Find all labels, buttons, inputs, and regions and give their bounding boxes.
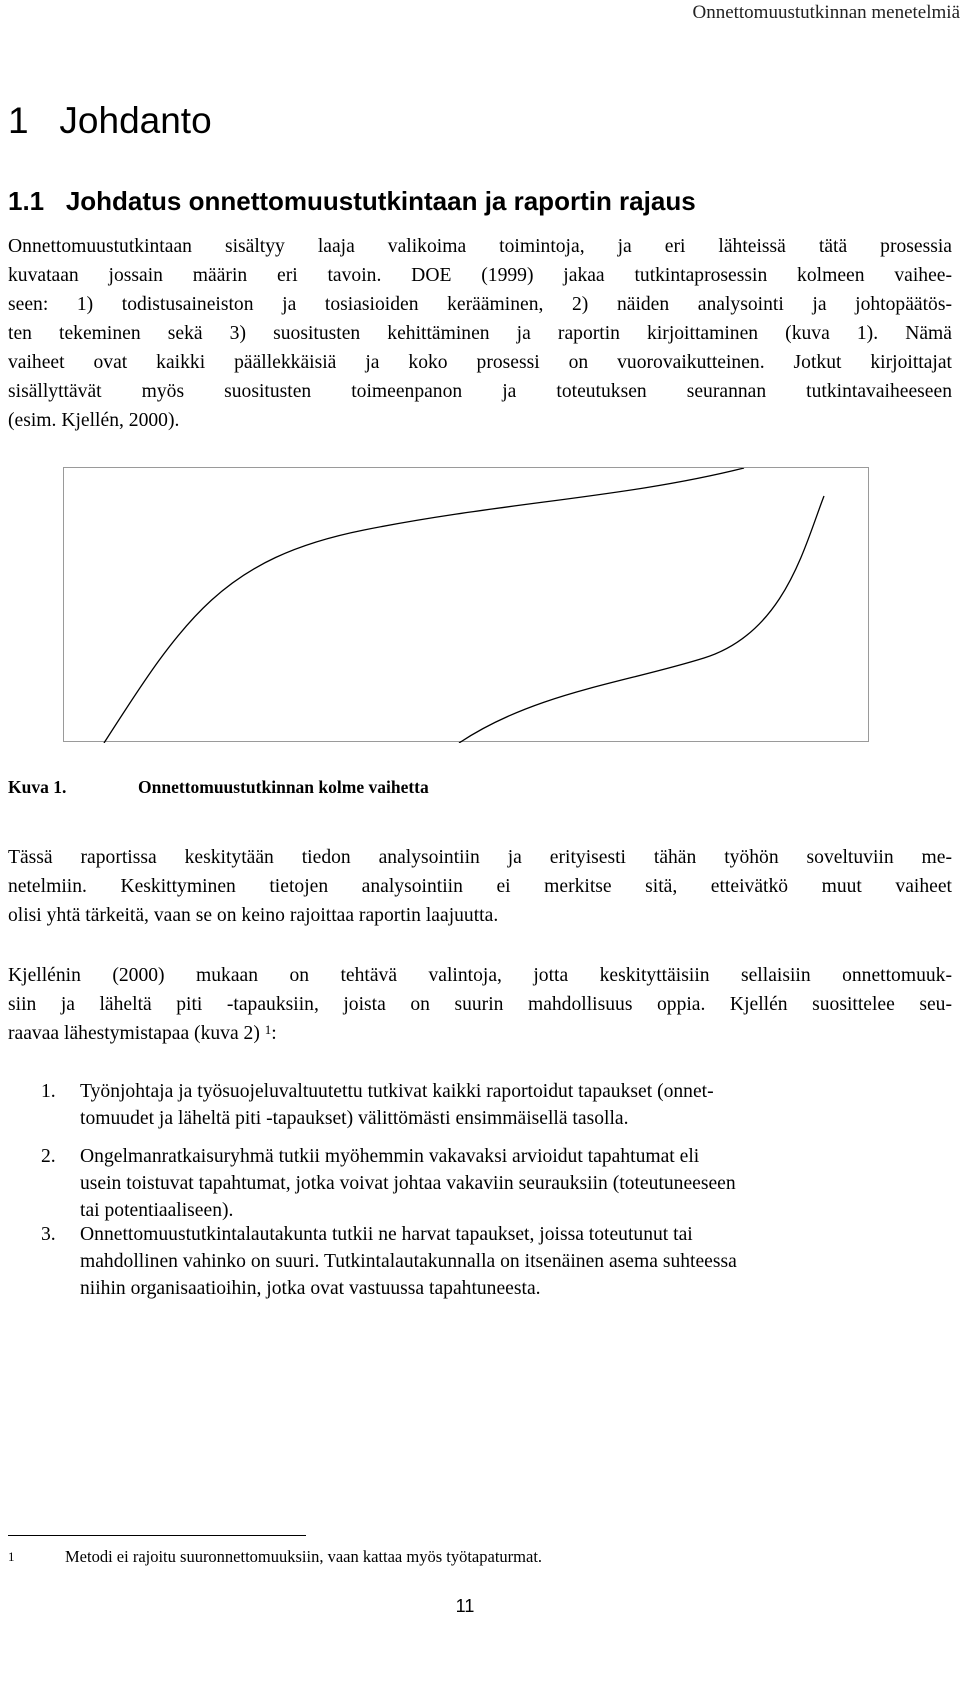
section-heading: 1.1 Johdatus onnettomuustutkintaan ja raportin rajaus [8,186,696,216]
footnote-rule [8,1535,306,1536]
list-number: 2. [41,1146,56,1167]
paragraph-line: kuvataan jossain määrin eri tavoin. DOE (1999) jakaa tutkintaprosessin kolmeen vaihee- [8,265,952,286]
list-number: 3. [41,1224,56,1245]
intro-paragraph [8,232,952,435]
paragraph-line-tail: : [271,1023,277,1044]
figure-phases-diagram [63,467,869,742]
phase-curve-left [104,468,744,743]
paragraph-line: netelmiin. Keskittyminen tietojen analysointiin ei merkitse sitä, etteivätkö muut vaiheet [8,876,952,897]
paragraph-line: olisi yhtä tärkeitä, vaan se on keino rajoittaa raportin laajuutta. [8,905,499,926]
paragraph-line: Tässä raportissa keskitytään tiedon analysointiin ja erityisesti tähän työhön soveltuviin me- [8,847,952,868]
paragraph-line-text: raavaa lähestymistapaa (kuva 2) [8,1023,260,1044]
figure-curves [64,468,870,743]
footnote-mark: 1 [8,1549,15,1564]
kjellen-paragraph [8,961,952,1048]
figure-label: Kuva 1. [8,777,67,797]
page-number: 11 [455,1596,475,1616]
running-head: Onnettomuustutkinnan menetelmiä [692,2,960,23]
list-line: mahdollinen vahinko on suuri. Tutkintalautakunnalla on itsenäinen asema suhteessa [80,1251,737,1272]
paragraph-line [8,1019,952,1048]
phase-curve-right [459,496,824,743]
list-line: Ongelmanratkaisuryhmä tutkii myöhemmin vakavaksi arvioidut tapahtumat eli [80,1146,700,1167]
scope-paragraph [8,843,952,930]
paragraph-line: Kjellénin (2000) mukaan on tehtävä valintoja, jotta keskityttäisiin sellaisiin onnettomuuk- [8,965,952,986]
list-line: tomuudet ja läheltä piti -tapaukset) välittömästi ensimmäisellä tasolla. [80,1108,629,1129]
list-line: tai potentiaaliseen). [80,1200,234,1221]
paragraph-line: (esim. Kjellén, 2000). [8,410,180,431]
list-line: Työnjohtaja ja työsuojeluvaltuutettu tutkivat kaikki raportoidut tapaukset (onnet- [80,1081,714,1102]
figure-caption: Onnettomuustutkinnan kolme vaihetta [138,777,429,797]
list-line: niihin organisaatioihin, jotka ovat vastuussa tapahtuneesta. [80,1278,541,1299]
list-line: usein toistuvat tapahtumat, jotka voivat johtaa vakaviin seurauksiin (toteutuneeseen [80,1173,736,1194]
paragraph-line: seen: 1) todistusaineiston ja tosiasioiden kerääminen, 2) näiden analysointi ja johtopäätös- [8,294,952,315]
list-line: Onnettomuustutkintalautakunta tutkii ne harvat tapaukset, joissa toteutunut tai [80,1224,693,1245]
chapter-heading: 1 Johdanto [8,100,212,141]
paragraph-line: siin ja läheltä piti -tapauksiin, joista on suurin mahdollisuus oppia. Kjellén suosittelee seu- [8,994,952,1015]
paragraph-line: vaiheet ovat kaikki päällekkäisiä ja koko prosessi on vuorovaikutteinen. Jotkut kirjoittajat [8,352,952,373]
paragraph-line: Onnettomuustutkintaan sisältyy laaja valikoima toimintoja, ja eri lähteissä tätä prosessia [8,236,952,257]
paragraph-line: sisällyttävät myös suositusten toimeenpanon ja toteutuksen seurannan tutkintavaiheeseen [8,381,952,402]
paragraph-line: ten tekeminen sekä 3) suositusten kehittäminen ja raportin kirjoittaminen (kuva 1). Nämä [8,323,952,344]
list-number: 1. [41,1081,56,1102]
footnote-text: Metodi ei rajoitu suuronnettomuuksiin, vaan kattaa myös työtapaturmat. [65,1547,543,1566]
footnote-reference: 1 [264,1022,272,1037]
